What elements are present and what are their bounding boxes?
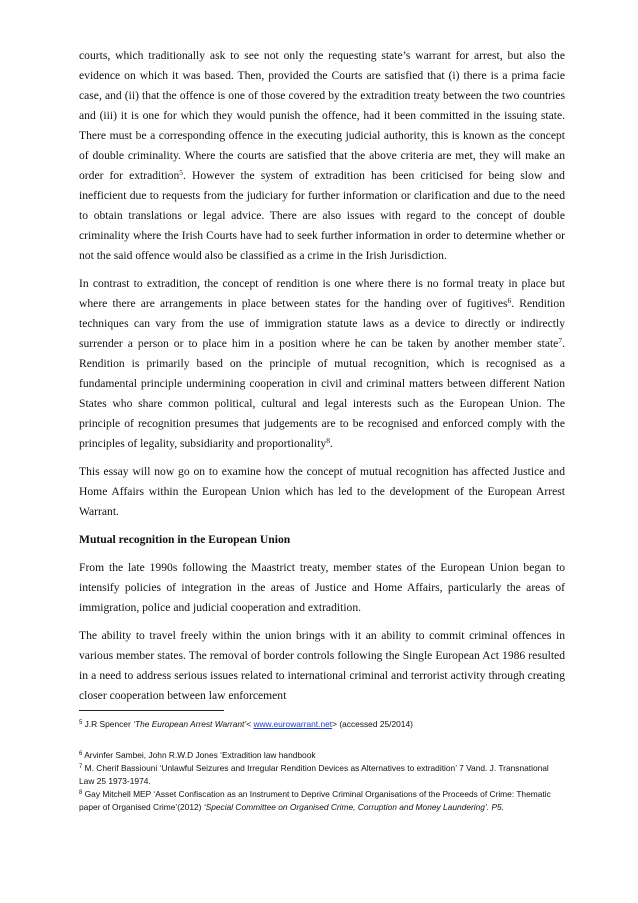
footnote-8: $^8$ Gay Mitchell MEP ‘Asset Confiscation as an Instrument to Deprive Criminal Organisations of the Proceeds of Crime: Thematic paper of Organised Crime’(2012) ‘Special Committee on Organised Crime, Corruption and Money Laundering’. P5. <box>79 789 551 812</box>
footnote-ref-5[interactable]: 5 <box>179 168 184 177</box>
footnote-ref-6[interactable]: 6 <box>507 296 512 305</box>
paragraph-free-travel: The ability to travel freely within the union brings with it an ability to commit criminal offences in various member states. The removal of border controls following the Single European Act 1986 resulted in a need to address serious issues related to international criminal and terrorist activity through creating closer cooperation between law enforcement <box>79 629 565 702</box>
footnote-6: $^6$ Arvinfer Sambei, John R.W.D Jones ‘Extradition law handbook <box>79 750 316 760</box>
paragraph-text: In contrast to extradition, the concept of rendition is one where there is no formal treaty in place but where there are arrangements in place between states for the handing over of fugitives <box>79 277 565 310</box>
paragraph-essay-outline: This essay will now go on to examine how the concept of mutual recognition has affected Justice and Home Affairs within the European Union which has led to the development of the European Arrest Warrant. <box>79 465 565 518</box>
section-heading: Mutual recognition in the European Union <box>79 533 291 546</box>
footnote-7: $^7$ M. Cherif Bassiouni ‘Unlawful Seizures and Irregular Rendition Devices as Alternatives to extradition’ 7 Vand. J. Transnational Law 25 1973-1974. <box>79 763 549 786</box>
paragraph-extradition <box>79 46 565 266</box>
footnotes <box>79 718 565 814</box>
footnote-ref-7[interactable]: 7 <box>558 336 563 345</box>
footnote-5: $^5$ J.R Spencer ‘The European Arrest Warrant’< www.eurowarrant.net> (accessed 25/2014) <box>79 719 413 729</box>
paragraph-text: . Rendition techniques can vary from the use of immigration statute laws as a device to directly or indirectly surrender a person or to place him in a position where he can be taken by another member state <box>79 297 565 350</box>
paragraph-text: courts, which traditionally ask to see not only the requesting state’s warrant for arrest, but also the evidence on which it was based. Then, provided the Courts are satisfied that (i) there is a prima facie case, and (ii) that the offence is one of those covered by the extradition treaty between the two countries and (iii) it is one for which they would punish the offence, had it been committed in the issuing state. There must be a corresponding offence in the executing judicial authority, this is known as the concept of double criminality. Where the courts are satisfied that the above criteria are met, they will make an order for extradition <box>79 49 565 182</box>
eurowarrant-link[interactable]: www.eurowarrant.net <box>253 719 333 729</box>
footnote-ref-8[interactable]: 8 <box>326 436 330 445</box>
paragraph-text: . However the system of extradition has been criticised for being slow and inefficient due to requests from the judiciary for further information or clarification and due to the need to obtain translations or legal advice. There are also issues with regard to the concept of double criminality where the Irish Courts have had to seek further information in order to determine whether or not the said offence would also be classified as a crime in the Irish Jurisdiction. <box>79 169 565 262</box>
paragraph-text: . Rendition is primarily based on the principle of mutual recognition, which is recognised as a fundamental principle undermining cooperation in civil and criminal matters between different Nation States who share common political, cultural and legal interests such as the European Union. The principle of recognition presumes that judgements are to be recognised and enforced comply with the principles of legality, subsidiarity and proportionality <box>79 337 565 450</box>
paragraph-text: . <box>329 437 333 450</box>
paragraph-rendition <box>79 274 565 454</box>
footnote-divider <box>79 710 224 711</box>
paragraph-maastricht: From the late 1990s following the Maastrict treaty, member states of the European Union began to intensify policies of integration in the areas of Justice and Home Affairs, particularly the areas of immigration, police and judicial cooperation and extradition. <box>79 561 565 614</box>
document-page <box>79 46 565 818</box>
